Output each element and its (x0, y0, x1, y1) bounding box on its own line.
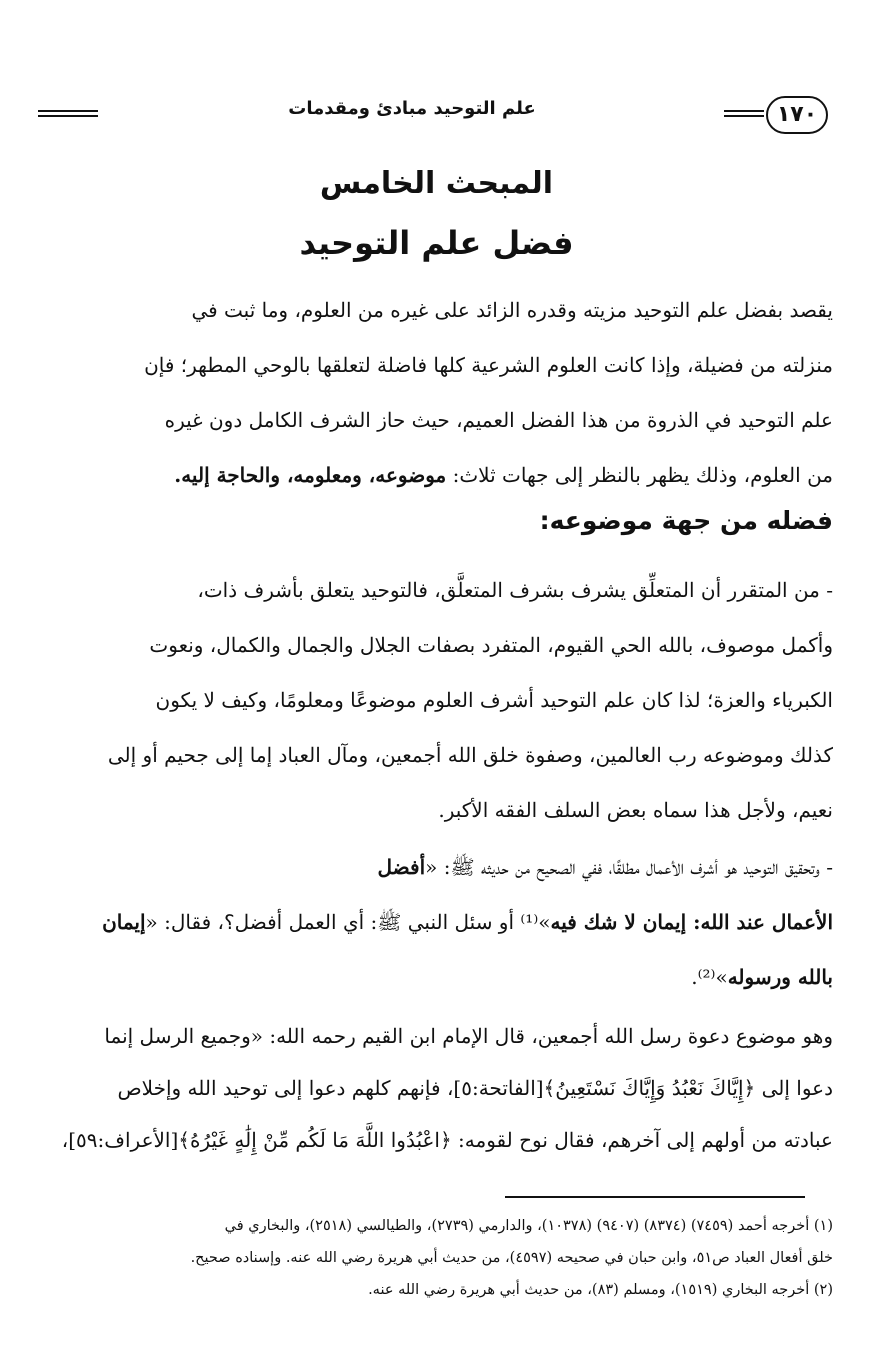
section-subtitle: فضل علم التوحيد (299, 224, 574, 262)
footnote-line: خلق أفعال العباد ص٥١، وابن حبان في صحيحه (٤٥٩٧)، من حديث أبي هريرة رضي الله عنه. وإسناده صحيح. (190, 1250, 833, 1266)
subheading: فضله من جهة موضوعه: (539, 506, 833, 535)
text-line: عبادته من أولهم إلى آخرهم، فقال نوح لقومه: ﴿اعْبُدُوا اللَّهَ مَا لَكُم مِّنْ إِلَٰهٍ غَيْرُهُ﴾[الأعراف:٥٩]، (61, 1128, 833, 1152)
header-rule-left (38, 110, 98, 117)
quote-paragraph (43, 1010, 833, 1166)
text-line: يقصد بفضل علم التوحيد مزيته وقدره الزائد على غيره من العلوم، وما ثبت في (191, 298, 833, 322)
text-segment: »⁽²⁾. (691, 965, 728, 989)
intro-paragraph (43, 283, 833, 503)
footnote-line: (١) أخرجه أحمد (٧٤٥٩) (٨٣٧٤) (٩٤٠٧) (١٠٣٧٨)، والدارمي (٢٧٣٩)، والطيالسي (٢٥١٨)، والبخاري في (224, 1218, 833, 1234)
text-line: وأكمل موصوف، بالله الحي القيوم، المتفرد بصفات الجلال والجمال والكمال، ونعوت (149, 633, 833, 657)
text-line: كذلك وموضوعه رب العالمين، وصفوة خلق الله أجمعين، ومآل العباد إما إلى جحيم أو إلى (107, 743, 833, 767)
text-line: علم التوحيد في الذروة من هذا الفضل العميم، حيث حاز الشرف الكامل دون غيره (164, 408, 833, 432)
hadith-paragraph (43, 840, 833, 1005)
running-header (38, 94, 828, 140)
footnote-line: (٢) أخرجه البخاري (١٥١٩)، ومسلم (٨٣)، من حديث أبي هريرة رضي الله عنه. (368, 1282, 833, 1298)
running-title: علم التوحيد مبادئ ومقدمات (288, 98, 536, 119)
text-line: - من المتقرر أن المتعلِّق يشرف بشرف المتعلَّق، فالتوحيد يتعلق بأشرف ذات، (197, 578, 833, 602)
footnote-separator (505, 1196, 805, 1198)
bold-segment: إيمان (102, 910, 146, 934)
text-segment: من العلوم، وذلك يظهر بالنظر إلى جهات ثلاث: (452, 463, 833, 487)
bold-segment: الأعمال عند الله: إيمان لا شك فيه (550, 910, 833, 934)
text-segment: »⁽¹⁾ أو سئل النبي ﷺ: أي العمل أفضل؟، فقال: « (145, 910, 551, 934)
text-line (43, 840, 833, 895)
text-line: الكبرياء والعزة؛ لذا كان علم التوحيد أشرف العلوم موضوعًا ومعلومًا، وكيف لا يكون (155, 688, 833, 712)
footnotes (33, 1210, 833, 1306)
bold-segment: موضوعه، ومعلومه، والحاجة إليه. (174, 463, 447, 487)
subject-paragraph (43, 563, 833, 838)
header-rule-right (724, 110, 764, 117)
page-number: ١٧٠ (766, 96, 828, 134)
text-line (43, 895, 833, 950)
text-line (43, 950, 833, 1005)
text-line: دعوا إلى ﴿إِيَّاكَ نَعْبُدُ وَإِيَّاكَ نَسْتَعِينُ﴾[الفاتحة:٥]، فإنهم كلهم دعوا إلى توحيد الله وإخلاص (117, 1076, 833, 1100)
text-line (43, 448, 833, 503)
text-line: نعيم، ولأجل هذا سماه بعض السلف الفقه الأكبر. (438, 798, 833, 822)
text-segment: - وتحقيق التوحيد هو أشرف الأعمال مطلقًا، ففي الصحيح من حديثه ﷺ: « (425, 855, 833, 879)
text-line: وهو موضوع دعوة رسل الله أجمعين، قال الإمام ابن القيم رحمه الله: «وجميع الرسل إنما (104, 1024, 833, 1048)
section-title: المبحث الخامس (319, 166, 554, 201)
bold-segment: بالله ورسوله (727, 965, 833, 989)
bold-segment: أفضل (377, 855, 426, 879)
text-line: منزلته من فضيلة، وإذا كانت العلوم الشرعية كلها فاضلة لتعلقها بالوحي المطهر؛ فإن (144, 353, 833, 377)
